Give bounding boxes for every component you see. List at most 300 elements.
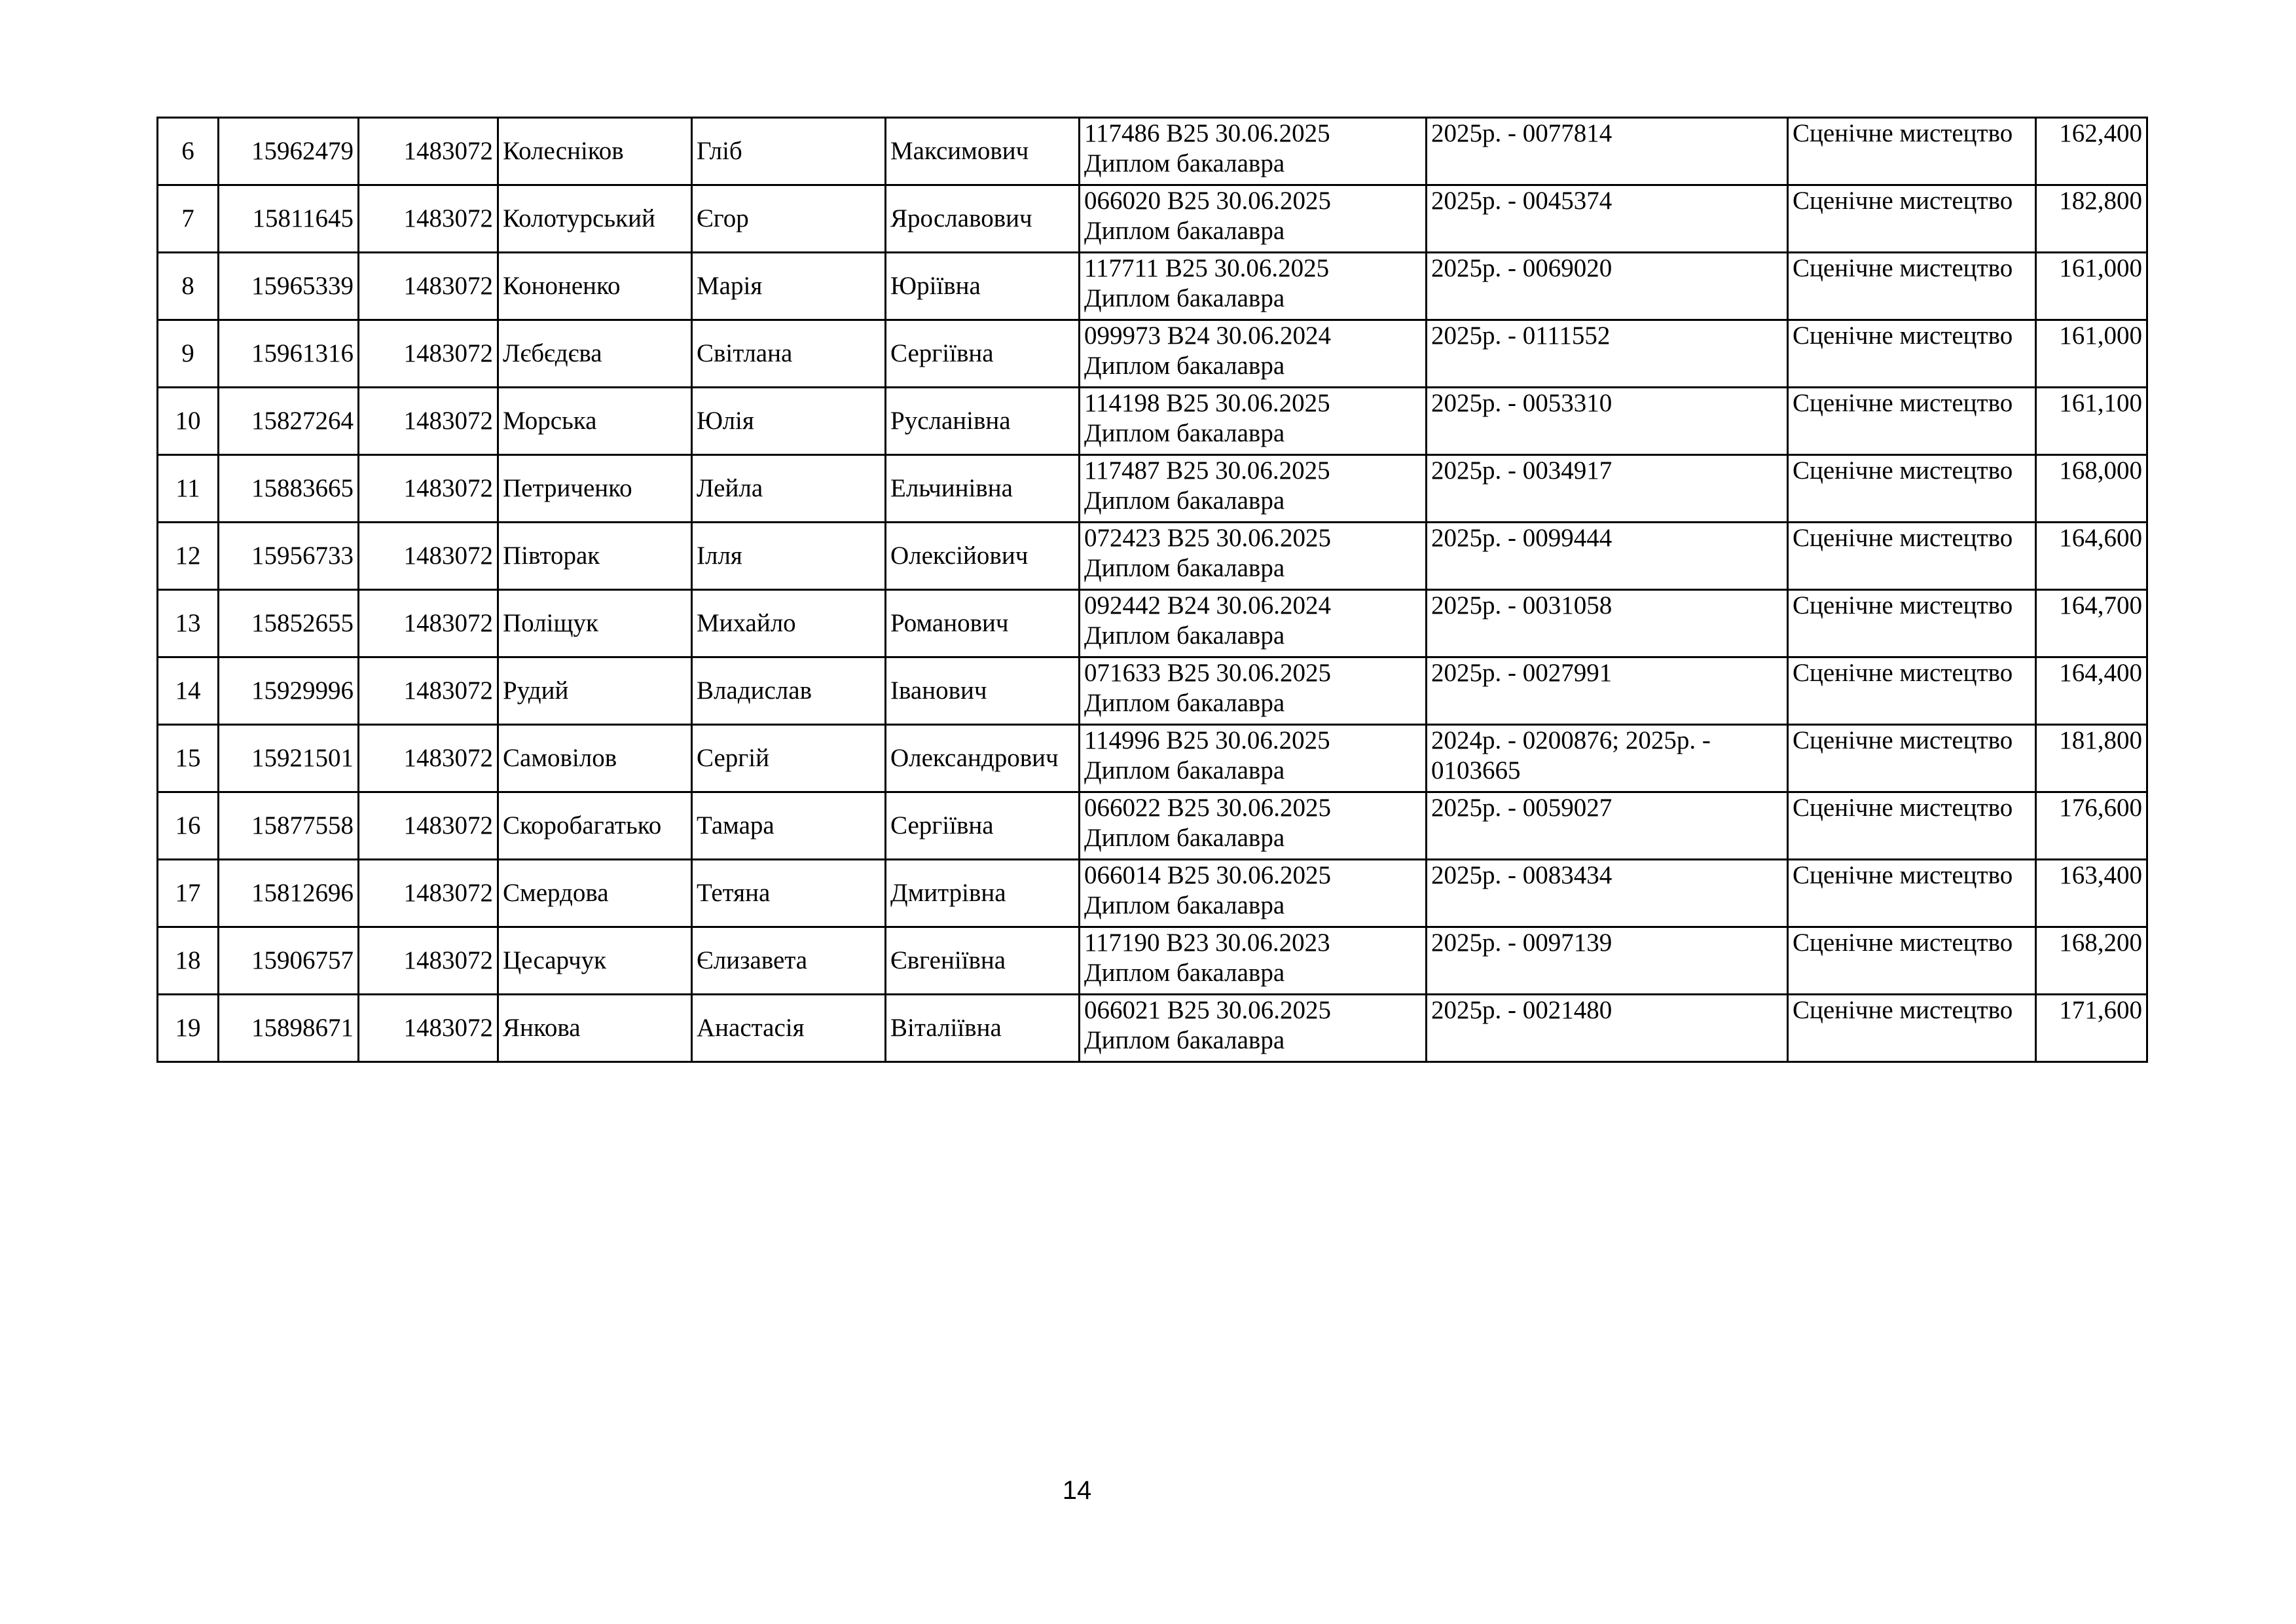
diploma-type-text: Диплом бакалавра bbox=[1084, 284, 1285, 312]
specialty-text: Сценічне мистецтво bbox=[1793, 119, 2013, 147]
score-cell bbox=[2036, 455, 2147, 523]
row-number-cell bbox=[158, 388, 219, 455]
specialty-cell bbox=[1788, 523, 2036, 590]
row-number-text: 8 bbox=[181, 272, 194, 300]
program-code-cell bbox=[359, 725, 498, 792]
patronymic-cell bbox=[886, 118, 1080, 185]
diploma-cell bbox=[1080, 792, 1427, 860]
certificate-cell bbox=[1427, 320, 1788, 388]
certificate-text: 2024р. - 0200876; 2025р. - 0103665 bbox=[1431, 726, 1711, 784]
certificate-text: 2025р. - 0053310 bbox=[1431, 389, 1613, 417]
diploma-text: 117486 В25 30.06.2025 bbox=[1084, 119, 1330, 147]
specialty-text: Сценічне мистецтво bbox=[1793, 524, 2013, 552]
row-number-text: 17 bbox=[175, 879, 201, 907]
diploma-cell bbox=[1080, 860, 1427, 927]
specialty-cell bbox=[1788, 995, 2036, 1062]
patronymic-cell bbox=[886, 927, 1080, 995]
surname-cell bbox=[498, 455, 692, 523]
first-name-text: Світлана bbox=[697, 339, 793, 367]
surname-text: Лєбєдєва bbox=[503, 339, 602, 367]
diploma-cell bbox=[1080, 388, 1427, 455]
surname-text: Кононенко bbox=[503, 272, 621, 300]
specialty-text: Сценічне мистецтво bbox=[1793, 659, 2013, 687]
surname-cell bbox=[498, 927, 692, 995]
patronymic-cell bbox=[886, 860, 1080, 927]
row-number-text: 16 bbox=[175, 811, 201, 840]
certificate-cell bbox=[1427, 253, 1788, 320]
surname-text: Рудий bbox=[503, 676, 569, 705]
row-number-text: 11 bbox=[175, 474, 200, 502]
surname-text: Півторак bbox=[503, 542, 600, 570]
surname-cell bbox=[498, 725, 692, 792]
surname-cell bbox=[498, 860, 692, 927]
specialty-text: Сценічне мистецтво bbox=[1793, 254, 2013, 282]
program-code-text: 1483072 bbox=[403, 879, 493, 907]
surname-cell bbox=[498, 118, 692, 185]
first-name-cell bbox=[692, 320, 886, 388]
surname-text: Скоробагатько bbox=[503, 811, 662, 840]
patronymic-cell bbox=[886, 320, 1080, 388]
row-number-cell bbox=[158, 118, 219, 185]
specialty-cell bbox=[1788, 927, 2036, 995]
applicant-id-text: 15811645 bbox=[252, 204, 354, 232]
surname-cell bbox=[498, 388, 692, 455]
row-number-cell bbox=[158, 860, 219, 927]
surname-text: Морська bbox=[503, 407, 597, 435]
score-text: 164,400 bbox=[2059, 659, 2142, 687]
program-code-text: 1483072 bbox=[403, 676, 493, 705]
score-cell bbox=[2036, 118, 2147, 185]
surname-text: Петриченко bbox=[503, 474, 632, 502]
diploma-text: 072423 В25 30.06.2025 bbox=[1084, 524, 1332, 552]
specialty-cell bbox=[1788, 657, 2036, 725]
diploma-type-text: Диплом бакалавра bbox=[1084, 1026, 1285, 1054]
certificate-cell bbox=[1427, 455, 1788, 523]
table-row bbox=[158, 185, 2147, 253]
score-cell bbox=[2036, 860, 2147, 927]
specialty-text: Сценічне мистецтво bbox=[1793, 861, 2013, 889]
certificate-text: 2025р. - 0097139 bbox=[1431, 929, 1613, 957]
first-name-text: Владислав bbox=[697, 676, 812, 705]
diploma-text: 066020 В25 30.06.2025 bbox=[1084, 187, 1332, 215]
score-cell bbox=[2036, 185, 2147, 253]
surname-text: Смердова bbox=[503, 879, 609, 907]
specialty-text: Сценічне мистецтво bbox=[1793, 389, 2013, 417]
table-body bbox=[158, 118, 2147, 1062]
row-number-text: 9 bbox=[181, 339, 194, 367]
specialty-cell bbox=[1788, 455, 2036, 523]
surname-cell bbox=[498, 657, 692, 725]
program-code-cell bbox=[359, 118, 498, 185]
patronymic-text: Юріївна bbox=[890, 272, 981, 300]
diploma-cell bbox=[1080, 320, 1427, 388]
first-name-cell bbox=[692, 860, 886, 927]
score-text: 182,800 bbox=[2059, 187, 2142, 215]
applicant-id-cell bbox=[219, 860, 359, 927]
program-code-cell bbox=[359, 320, 498, 388]
surname-text: Поліщук bbox=[503, 609, 598, 637]
applicant-id-cell bbox=[219, 725, 359, 792]
program-code-text: 1483072 bbox=[403, 609, 493, 637]
specialty-text: Сценічне мистецтво bbox=[1793, 726, 2013, 754]
diploma-type-text: Диплом бакалавра bbox=[1084, 419, 1285, 447]
certificate-cell bbox=[1427, 792, 1788, 860]
first-name-cell bbox=[692, 657, 886, 725]
score-text: 168,200 bbox=[2059, 929, 2142, 957]
diploma-cell bbox=[1080, 523, 1427, 590]
certificate-text: 2025р. - 0045374 bbox=[1431, 187, 1613, 215]
first-name-text: Сергій bbox=[697, 744, 770, 772]
first-name-text: Юлія bbox=[697, 407, 754, 435]
table-row bbox=[158, 725, 2147, 792]
score-cell bbox=[2036, 320, 2147, 388]
certificate-cell bbox=[1427, 927, 1788, 995]
program-code-cell bbox=[359, 860, 498, 927]
certificate-text: 2025р. - 0021480 bbox=[1431, 996, 1613, 1024]
score-cell bbox=[2036, 253, 2147, 320]
surname-text: Колесніков bbox=[503, 137, 624, 165]
diploma-text: 071633 В25 30.06.2025 bbox=[1084, 659, 1332, 687]
surname-cell bbox=[498, 995, 692, 1062]
patronymic-cell bbox=[886, 523, 1080, 590]
score-text: 163,400 bbox=[2059, 861, 2142, 889]
row-number-cell bbox=[158, 253, 219, 320]
program-code-cell bbox=[359, 590, 498, 657]
diploma-type-text: Диплом бакалавра bbox=[1084, 824, 1285, 852]
row-number-text: 15 bbox=[175, 744, 201, 772]
score-cell bbox=[2036, 523, 2147, 590]
surname-cell bbox=[498, 253, 692, 320]
surname-cell bbox=[498, 523, 692, 590]
applicant-id-text: 15877558 bbox=[251, 811, 354, 840]
table-row bbox=[158, 388, 2147, 455]
score-text: 161,100 bbox=[2059, 389, 2142, 417]
diploma-cell bbox=[1080, 927, 1427, 995]
certificate-cell bbox=[1427, 185, 1788, 253]
applicant-id-text: 15883665 bbox=[251, 474, 354, 502]
specialty-cell bbox=[1788, 185, 2036, 253]
program-code-cell bbox=[359, 253, 498, 320]
applicant-id-cell bbox=[219, 927, 359, 995]
first-name-cell bbox=[692, 523, 886, 590]
patronymic-text: Євгеніївна bbox=[890, 946, 1006, 974]
first-name-text: Марія bbox=[697, 272, 763, 300]
score-cell bbox=[2036, 995, 2147, 1062]
patronymic-cell bbox=[886, 995, 1080, 1062]
patronymic-text: Віталіївна bbox=[890, 1014, 1002, 1042]
applicant-id-text: 15812696 bbox=[251, 879, 354, 907]
diploma-type-text: Диплом бакалавра bbox=[1084, 959, 1285, 987]
specialty-text: Сценічне мистецтво bbox=[1793, 456, 2013, 485]
program-code-cell bbox=[359, 455, 498, 523]
first-name-cell bbox=[692, 995, 886, 1062]
applicant-id-text: 15962479 bbox=[251, 137, 354, 165]
applicant-id-cell bbox=[219, 388, 359, 455]
score-text: 161,000 bbox=[2059, 254, 2142, 282]
first-name-cell bbox=[692, 590, 886, 657]
row-number-cell bbox=[158, 185, 219, 253]
first-name-cell bbox=[692, 185, 886, 253]
certificate-text: 2025р. - 0059027 bbox=[1431, 794, 1613, 822]
program-code-cell bbox=[359, 388, 498, 455]
row-number-text: 10 bbox=[175, 407, 201, 435]
certificate-cell bbox=[1427, 523, 1788, 590]
specialty-text: Сценічне мистецтво bbox=[1793, 591, 2013, 619]
patronymic-cell bbox=[886, 388, 1080, 455]
table-row bbox=[158, 927, 2147, 995]
score-cell bbox=[2036, 927, 2147, 995]
specialty-cell bbox=[1788, 590, 2036, 657]
page-number: 14 bbox=[1062, 1476, 1092, 1505]
score-text: 161,000 bbox=[2059, 322, 2142, 350]
applicant-id-cell bbox=[219, 455, 359, 523]
diploma-cell bbox=[1080, 185, 1427, 253]
surname-text: Самовілов bbox=[503, 744, 617, 772]
first-name-text: Ілля bbox=[697, 542, 742, 570]
program-code-text: 1483072 bbox=[403, 811, 493, 840]
applicant-id-text: 15921501 bbox=[251, 744, 354, 772]
patronymic-text: Романович bbox=[890, 609, 1009, 637]
table-row bbox=[158, 320, 2147, 388]
diploma-text: 099973 В24 30.06.2024 bbox=[1084, 322, 1332, 350]
certificate-cell bbox=[1427, 388, 1788, 455]
first-name-cell bbox=[692, 725, 886, 792]
specialty-cell bbox=[1788, 253, 2036, 320]
table-row bbox=[158, 590, 2147, 657]
first-name-text: Лейла bbox=[697, 474, 763, 502]
certificate-text: 2025р. - 0034917 bbox=[1431, 456, 1613, 485]
diploma-cell bbox=[1080, 995, 1427, 1062]
applicant-id-cell bbox=[219, 185, 359, 253]
specialty-cell bbox=[1788, 725, 2036, 792]
certificate-text: 2025р. - 0077814 bbox=[1431, 119, 1613, 147]
row-number-text: 12 bbox=[175, 542, 201, 570]
applicant-id-text: 15965339 bbox=[251, 272, 354, 300]
diploma-cell bbox=[1080, 657, 1427, 725]
certificate-cell bbox=[1427, 725, 1788, 792]
program-code-cell bbox=[359, 927, 498, 995]
row-number-cell bbox=[158, 725, 219, 792]
program-code-text: 1483072 bbox=[403, 204, 493, 232]
program-code-text: 1483072 bbox=[403, 407, 493, 435]
first-name-cell bbox=[692, 253, 886, 320]
certificate-cell bbox=[1427, 590, 1788, 657]
diploma-text: 066021 В25 30.06.2025 bbox=[1084, 996, 1332, 1024]
diploma-type-text: Диплом бакалавра bbox=[1084, 621, 1285, 650]
row-number-cell bbox=[158, 523, 219, 590]
table-row bbox=[158, 523, 2147, 590]
patronymic-cell bbox=[886, 455, 1080, 523]
applicant-id-text: 15956733 bbox=[251, 542, 354, 570]
certificate-text: 2025р. - 0099444 bbox=[1431, 524, 1613, 552]
score-cell bbox=[2036, 657, 2147, 725]
program-code-cell bbox=[359, 995, 498, 1062]
surname-cell bbox=[498, 320, 692, 388]
first-name-cell bbox=[692, 927, 886, 995]
diploma-text: 114996 В25 30.06.2025 bbox=[1084, 726, 1330, 754]
table-row bbox=[158, 792, 2147, 860]
diploma-type-text: Диплом бакалавра bbox=[1084, 487, 1285, 515]
patronymic-cell bbox=[886, 185, 1080, 253]
row-number-cell bbox=[158, 792, 219, 860]
diploma-text: 117487 В25 30.06.2025 bbox=[1084, 456, 1330, 485]
specialty-text: Сценічне мистецтво bbox=[1793, 187, 2013, 215]
first-name-text: Тетяна bbox=[697, 879, 771, 907]
row-number-cell bbox=[158, 927, 219, 995]
certificate-cell bbox=[1427, 860, 1788, 927]
first-name-text: Михайло bbox=[697, 609, 796, 637]
specialty-cell bbox=[1788, 388, 2036, 455]
applicant-id-text: 15929996 bbox=[251, 676, 354, 705]
row-number-text: 6 bbox=[181, 137, 194, 165]
specialty-cell bbox=[1788, 792, 2036, 860]
patronymic-text: Максимович bbox=[890, 137, 1029, 165]
patronymic-cell bbox=[886, 590, 1080, 657]
diploma-type-text: Диплом бакалавра bbox=[1084, 554, 1285, 582]
program-code-text: 1483072 bbox=[403, 137, 493, 165]
specialty-cell bbox=[1788, 118, 2036, 185]
table-row bbox=[158, 118, 2147, 185]
diploma-type-text: Диплом бакалавра bbox=[1084, 689, 1285, 717]
table-row bbox=[158, 995, 2147, 1062]
specialty-text: Сценічне мистецтво bbox=[1793, 794, 2013, 822]
diploma-type-text: Диплом бакалавра bbox=[1084, 352, 1285, 380]
diploma-cell bbox=[1080, 725, 1427, 792]
certificate-text: 2025р. - 0027991 bbox=[1431, 659, 1613, 687]
score-text: 162,400 bbox=[2059, 119, 2142, 147]
certificate-text: 2025р. - 0111552 bbox=[1431, 322, 1611, 350]
first-name-text: Тамара bbox=[697, 811, 774, 840]
score-text: 164,700 bbox=[2059, 591, 2142, 619]
first-name-cell bbox=[692, 118, 886, 185]
table-row bbox=[158, 253, 2147, 320]
diploma-text: 066014 В25 30.06.2025 bbox=[1084, 861, 1332, 889]
first-name-text: Гліб bbox=[697, 137, 742, 165]
score-cell bbox=[2036, 725, 2147, 792]
score-cell bbox=[2036, 590, 2147, 657]
table-row bbox=[158, 860, 2147, 927]
first-name-text: Єгор bbox=[697, 204, 749, 232]
score-text: 176,600 bbox=[2059, 794, 2142, 822]
program-code-cell bbox=[359, 657, 498, 725]
score-text: 171,600 bbox=[2059, 996, 2142, 1024]
surname-text: Колотурський bbox=[503, 204, 655, 232]
applicant-id-cell bbox=[219, 118, 359, 185]
applicant-id-text: 15961316 bbox=[251, 339, 354, 367]
program-code-text: 1483072 bbox=[403, 946, 493, 974]
row-number-cell bbox=[158, 657, 219, 725]
first-name-cell bbox=[692, 792, 886, 860]
first-name-cell bbox=[692, 388, 886, 455]
diploma-text: 066022 В25 30.06.2025 bbox=[1084, 794, 1332, 822]
applicant-id-text: 15906757 bbox=[251, 946, 354, 974]
patronymic-text: Сергіївна bbox=[890, 811, 994, 840]
row-number-text: 14 bbox=[175, 676, 201, 705]
row-number-cell bbox=[158, 995, 219, 1062]
patronymic-text: Дмитрівна bbox=[890, 879, 1006, 907]
patronymic-cell bbox=[886, 253, 1080, 320]
certificate-cell bbox=[1427, 657, 1788, 725]
score-text: 181,800 bbox=[2059, 726, 2142, 754]
certificate-text: 2025р. - 0069020 bbox=[1431, 254, 1613, 282]
diploma-text: 092442 В24 30.06.2024 bbox=[1084, 591, 1332, 619]
score-text: 164,600 bbox=[2059, 524, 2142, 552]
row-number-text: 18 bbox=[175, 946, 201, 974]
program-code-text: 1483072 bbox=[403, 1014, 493, 1042]
row-number-cell bbox=[158, 320, 219, 388]
certificate-text: 2025р. - 0083434 bbox=[1431, 861, 1613, 889]
first-name-cell bbox=[692, 455, 886, 523]
diploma-type-text: Диплом бакалавра bbox=[1084, 217, 1285, 245]
specialty-text: Сценічне мистецтво bbox=[1793, 929, 2013, 957]
applicant-id-cell bbox=[219, 320, 359, 388]
program-code-cell bbox=[359, 185, 498, 253]
surname-cell bbox=[498, 185, 692, 253]
surname-cell bbox=[498, 792, 692, 860]
specialty-text: Сценічне мистецтво bbox=[1793, 322, 2013, 350]
patronymic-text: Іванович bbox=[890, 676, 987, 705]
row-number-text: 13 bbox=[175, 609, 201, 637]
patronymic-cell bbox=[886, 792, 1080, 860]
diploma-text: 117711 В25 30.06.2025 bbox=[1084, 254, 1330, 282]
specialty-cell bbox=[1788, 860, 2036, 927]
diploma-type-text: Диплом бакалавра bbox=[1084, 756, 1285, 784]
applicant-id-text: 15898671 bbox=[251, 1014, 354, 1042]
applicant-id-cell bbox=[219, 657, 359, 725]
score-cell bbox=[2036, 792, 2147, 860]
applicant-id-cell bbox=[219, 792, 359, 860]
diploma-text: 117190 В23 30.06.2023 bbox=[1084, 929, 1330, 957]
program-code-cell bbox=[359, 523, 498, 590]
program-code-text: 1483072 bbox=[403, 339, 493, 367]
diploma-cell bbox=[1080, 253, 1427, 320]
surname-text: Цесарчук bbox=[503, 946, 607, 974]
surname-cell bbox=[498, 590, 692, 657]
program-code-text: 1483072 bbox=[403, 542, 493, 570]
patronymic-text: Сергіївна bbox=[890, 339, 994, 367]
certificate-cell bbox=[1427, 995, 1788, 1062]
row-number-cell bbox=[158, 590, 219, 657]
program-code-cell bbox=[359, 792, 498, 860]
applicant-id-cell bbox=[219, 253, 359, 320]
program-code-text: 1483072 bbox=[403, 272, 493, 300]
patronymic-text: Русланівна bbox=[890, 407, 1011, 435]
program-code-text: 1483072 bbox=[403, 744, 493, 772]
patronymic-cell bbox=[886, 725, 1080, 792]
row-number-text: 7 bbox=[181, 204, 194, 232]
patronymic-text: Олександрович bbox=[890, 744, 1059, 772]
first-name-text: Єлизавета bbox=[697, 946, 808, 974]
first-name-text: Анастасія bbox=[697, 1014, 805, 1042]
specialty-cell bbox=[1788, 320, 2036, 388]
applicant-id-cell bbox=[219, 523, 359, 590]
score-cell bbox=[2036, 388, 2147, 455]
program-code-text: 1483072 bbox=[403, 474, 493, 502]
diploma-type-text: Диплом бакалавра bbox=[1084, 891, 1285, 919]
applicants-table bbox=[156, 117, 2148, 1063]
applicant-id-cell bbox=[219, 995, 359, 1062]
score-text: 168,000 bbox=[2059, 456, 2142, 485]
specialty-text: Сценічне мистецтво bbox=[1793, 996, 2013, 1024]
table-row bbox=[158, 455, 2147, 523]
diploma-cell bbox=[1080, 455, 1427, 523]
patronymic-cell bbox=[886, 657, 1080, 725]
surname-text: Янкова bbox=[503, 1014, 581, 1042]
applicant-id-text: 15852655 bbox=[251, 609, 354, 637]
table-row bbox=[158, 657, 2147, 725]
patronymic-text: Ельчинівна bbox=[890, 474, 1013, 502]
diploma-type-text: Диплом бакалавра bbox=[1084, 149, 1285, 177]
